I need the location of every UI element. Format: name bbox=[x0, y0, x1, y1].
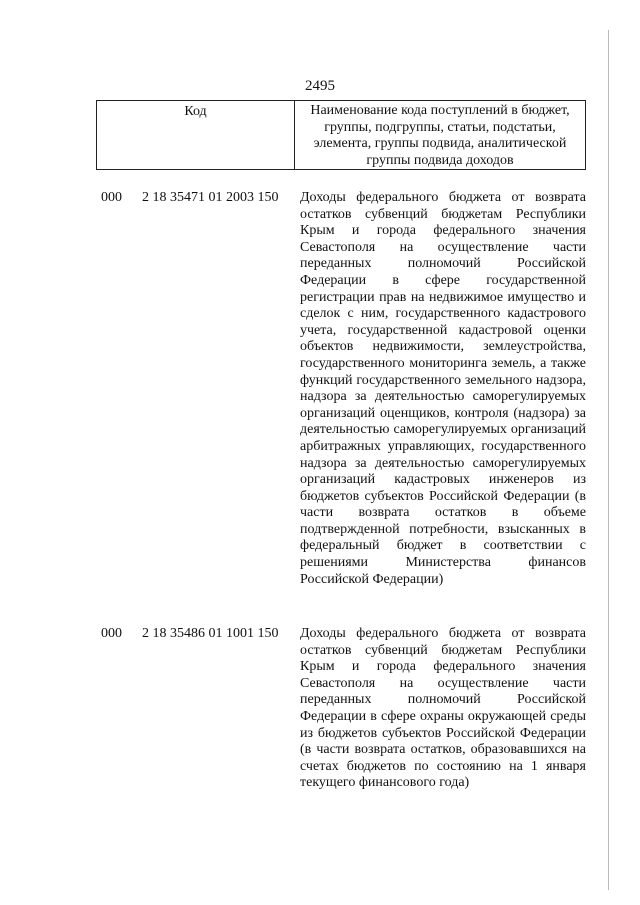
income-description: Доходы федерального бюджета от возврата остатков субвенций бюджетам Республики Крым и города федерального значения Севастополя на осуществление части переданных полномочий Российской Федерации в сфере охраны окружающей среды из бюджетов субъектов Российской Федерации (в части возврата остатков, образовавшихся на счетах бюджетов по состоянию на 1 января текущего финансового года) bbox=[300, 626, 586, 791]
admin-code: 000 bbox=[101, 626, 122, 641]
header-table bbox=[96, 100, 586, 170]
income-code: 2 18 35486 01 1001 150 bbox=[142, 626, 279, 641]
scan-edge-line bbox=[608, 30, 609, 890]
admin-code: 000 bbox=[101, 190, 122, 205]
header-name-label: Наименование кода поступлений в бюджет, группы, подгруппы, статьи, подстатьи, элемента, группы подвида, аналитической группы подвида доходов bbox=[310, 103, 570, 168]
income-description: Доходы федерального бюджета от возврата остатков субвенций бюджетам Республики Крым и города федерального значения Севастополя на осуществление части переданных полномочий Российской Федерации в сфере государственной регистрации прав на недвижимое имущество и сделок с ним, государственного кадастрового учета, государственной кадастровой оценки объектов недвижимости, землеустройства, государственного мониторинга земель, а также функций государственного земельного надзора, надзора за деятельностью саморегулируемых организаций оценщиков, контроля (надзора) за деятельностью саморегулируемых организаций арбитражных управляющих, государственного надзора за деятельностью саморегулируемых организаций кадастровых инженеров из бюджетов субъектов Российской Федерации (в части возврата остатков в объеме подтвержденной потребности, взысканных в федеральный бюджет в соответствии с решениями Министерства финансов Российской Федерации) bbox=[300, 190, 586, 587]
page-number: 2495 bbox=[305, 78, 335, 94]
income-code: 2 18 35471 01 2003 150 bbox=[142, 190, 279, 205]
header-code-label: Код bbox=[97, 101, 295, 169]
